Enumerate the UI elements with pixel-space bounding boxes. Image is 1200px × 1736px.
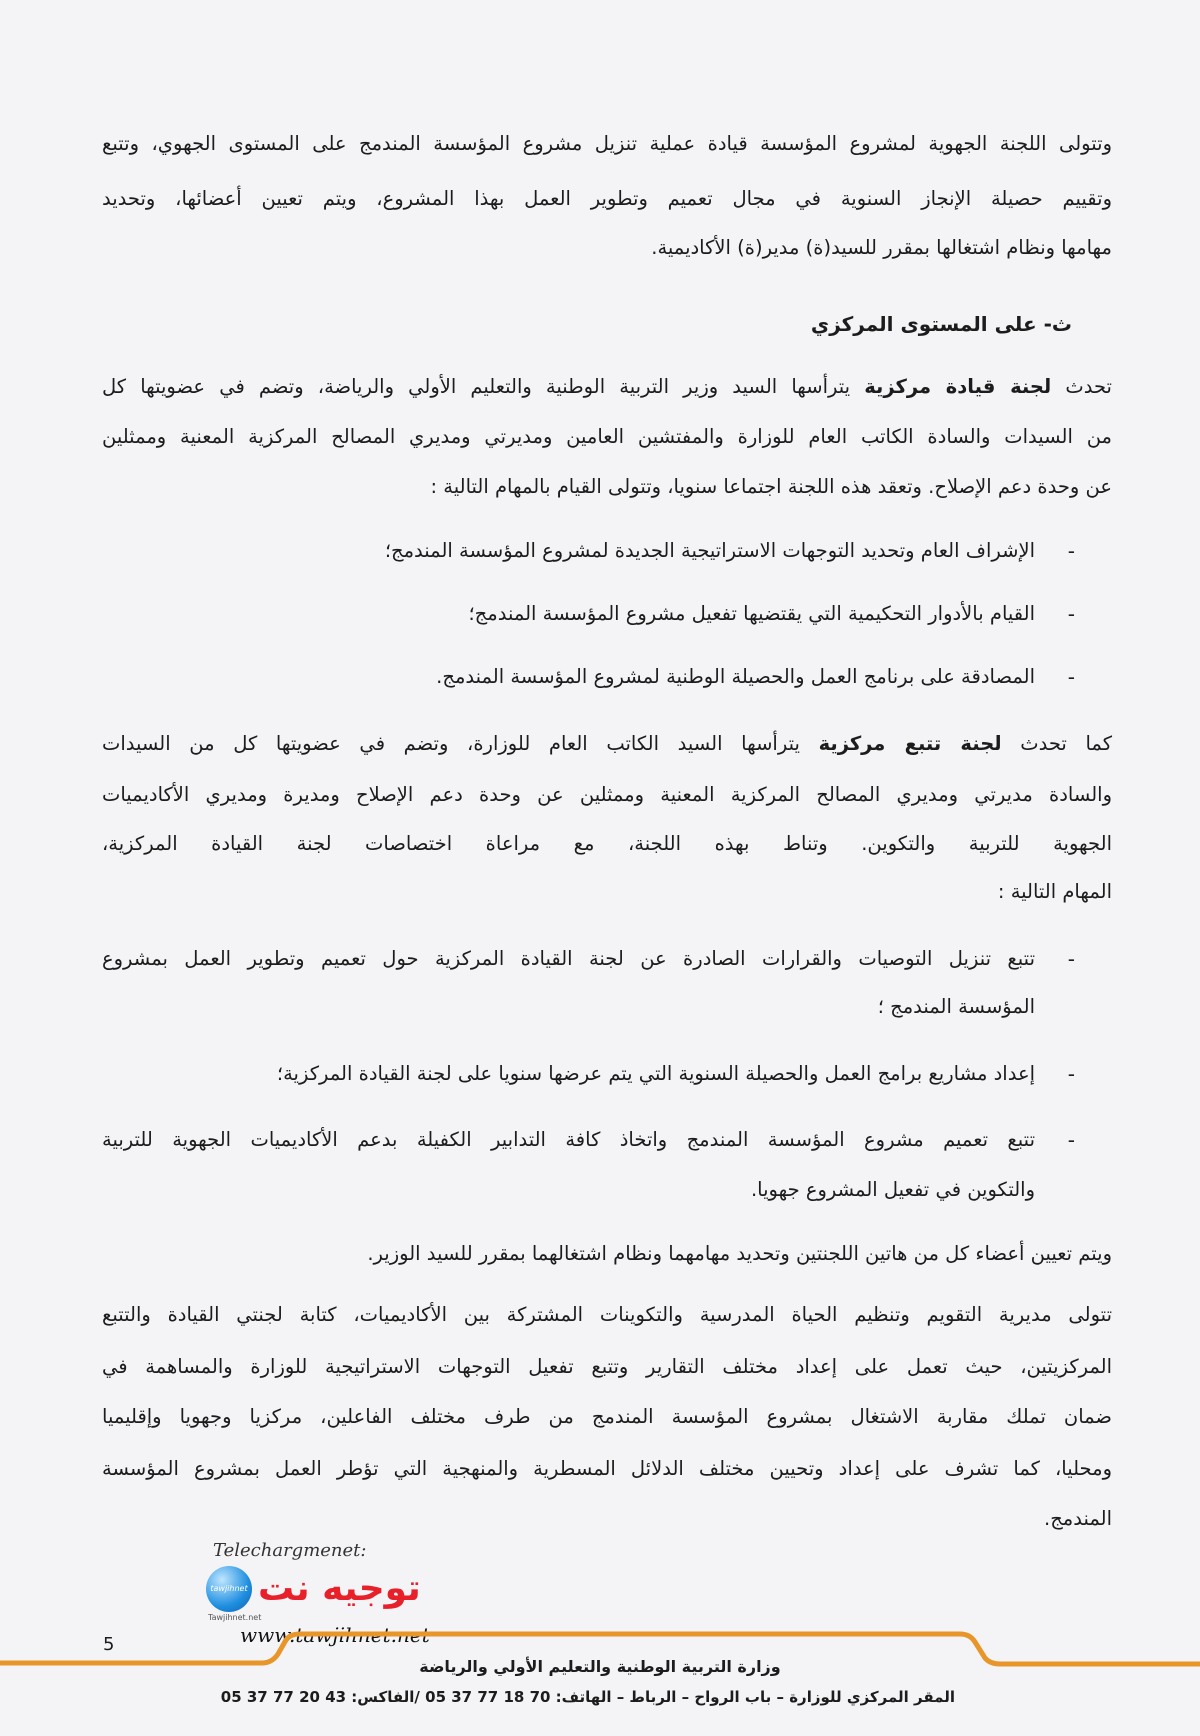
- text-line: المركزيتين، حيث تعمل على إعداد مختلف التقارير وتتبع تفعيل التوجهات الاستراتيجية للوزارة والمساهمة في: [102, 1355, 1112, 1378]
- dash-bullet-icon: -: [1067, 1128, 1075, 1152]
- list-item: القيام بالأدوار التحكيمية التي يقتضيها تفعيل مشروع المؤسسة المندمج؛: [468, 602, 1035, 625]
- ministry-name: وزارة التربية الوطنية والتعليم الأولي والرياضة: [419, 1657, 781, 1676]
- list-item: تتبع تنزيل التوصيات والقرارات الصادرة عن لجنة القيادة المركزية حول تعميم وتطوير العمل بمشروع: [102, 947, 1035, 970]
- logo-subtext: Tawjihnet.net: [208, 1613, 262, 1622]
- text-line: كما تحدث لجنة تتبع مركزية يترأسها السيد الكاتب العام للوزارة، وتضم في عضويتها كل من السيدات: [102, 732, 1112, 755]
- text-line: من السيدات والسادة الكاتب العام للوزارة والمفتشين العامين ومديرتي ومديري المصالح المركزية المعنية وممثلين: [102, 425, 1112, 448]
- text-line: والسادة مديرتي ومديري المصالح المركزية المعنية وممثلين عن وحدة دعم الإصلاح ومديرة ومديري الأكاديميات: [102, 783, 1112, 806]
- watermark-label: Telechargmenet:: [213, 1540, 367, 1561]
- list-item-continuation: المؤسسة المندمج ؛: [877, 995, 1035, 1018]
- list-item: الإشراف العام وتحديد التوجهات الاستراتيجية الجديدة لمشروع المؤسسة المندمج؛: [384, 539, 1035, 562]
- list-item: إعداد مشاريع برامج العمل والحصيلة السنوية التي يتم عرضها سنويا على لجنة القيادة المركزية؛: [276, 1062, 1035, 1085]
- text-line: تحدث لجنة قيادة مركزية يترأسها السيد وزير التربية الوطنية والتعليم الأولي والرياضة، وتضم في عضويتها كل: [102, 375, 1112, 398]
- text-line: المندمج.: [1044, 1507, 1112, 1530]
- list-item: المصادقة على برنامج العمل والحصيلة الوطنية لمشروع المؤسسة المندمج.: [436, 665, 1035, 688]
- text-line: تتولى مديرية التقويم وتنظيم الحياة المدرسية والتكوينات المشتركة بين الأكاديميات، كتابة لجنتي القيادة والتتبع: [102, 1303, 1112, 1326]
- text-line: وتقييم حصيلة الإنجاز السنوية في مجال تعميم وتطوير العمل بهذا المشروع، ويتم تعيين أعضائها، وتحديد: [102, 187, 1112, 210]
- dash-bullet-icon: -: [1067, 665, 1075, 689]
- dash-bullet-icon: -: [1067, 539, 1075, 563]
- dash-bullet-icon: -: [1067, 1062, 1075, 1086]
- watermark-url: www.tawjihnet.net: [240, 1623, 430, 1647]
- globe-icon: tawjihnet: [206, 1566, 252, 1612]
- tawjihnet-logo: [206, 1565, 421, 1613]
- logo-text: توجيه نت: [258, 1568, 421, 1609]
- dash-bullet-icon: -: [1067, 602, 1075, 626]
- text-line: مهامها ونظام اشتغالها بمقرر للسيد(ة) مدير(ة) الأكاديمية.: [651, 236, 1112, 259]
- text-line: الجهوية للتربية والتكوين. وتناط بهذه اللجنة، مع مراعاة اختصاصات لجنة القيادة المركزية،: [102, 832, 1112, 855]
- page-number: 5: [103, 1634, 115, 1655]
- ministry-address: المقر المركزي للوزارة – باب الرواح – الرباط – الهاتف: 70 18 77 37 05 /الفاكس: 43 20 77 37 05: [220, 1688, 955, 1706]
- text-line: ومحليا، كما تشرف على إعداد وتحيين مختلف الدلائل المسطرية والمنهجية التي تؤطر العمل بمشروع المؤسسة: [102, 1457, 1112, 1480]
- paragraph-appointment: ويتم تعيين أعضاء كل من هاتين اللجنتين وتحديد مهامهما ونظام اشتغالهما بمقرر للسيد الوزير.: [367, 1242, 1112, 1265]
- list-item: تتبع تعميم مشروع المؤسسة المندمج واتخاذ كافة التدابير الكفيلة بدعم الأكاديميات الجهوية للتربية: [102, 1128, 1035, 1151]
- section-heading: ث- على المستوى المركزي: [810, 312, 1072, 336]
- dash-bullet-icon: -: [1067, 947, 1075, 971]
- text-line: المهام التالية :: [997, 880, 1112, 903]
- list-item-continuation: والتكوين في تفعيل المشروع جهويا.: [750, 1178, 1035, 1201]
- text-line: ضمان تملك مقاربة الاشتغال بمشروع المؤسسة المندمج من طرف مختلف الفاعلين، مركزيا وجهويا وإقليميا: [102, 1405, 1112, 1428]
- text-line: وتتولى اللجنة الجهوية لمشروع المؤسسة قيادة عملية تنزيل مشروع المؤسسة المندمج على المستوى الجهوي، وتتبع: [102, 132, 1112, 155]
- text-line: عن وحدة دعم الإصلاح. وتعقد هذه اللجنة اجتماعا سنويا، وتتولى القيام بالمهام التالية :: [430, 475, 1112, 498]
